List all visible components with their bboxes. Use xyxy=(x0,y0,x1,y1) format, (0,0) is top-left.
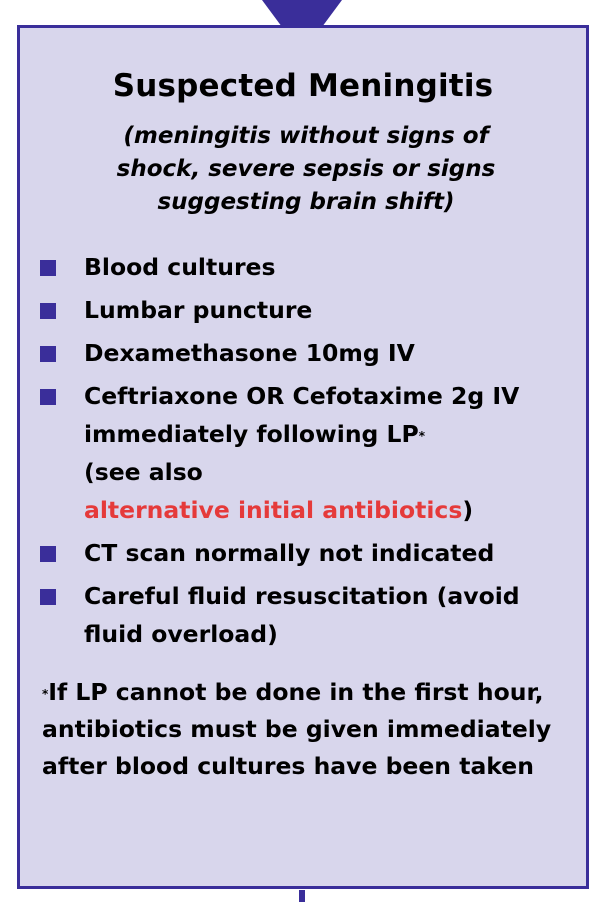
footnote-text: If LP cannot be done in the first hour, antibiotics must be given immediately after blood cultures have been taken xyxy=(42,678,552,780)
box-title: Suspected Meningitis xyxy=(112,68,494,104)
square-bullet-icon xyxy=(40,303,56,319)
list-item-text: Blood cultures xyxy=(84,253,276,281)
alternative-antibiotics-link[interactable]: alternative initial antibiotics xyxy=(84,496,463,524)
list-item-ceftriaxone xyxy=(40,377,580,529)
suspected-meningitis-box xyxy=(17,25,589,889)
square-bullet-icon xyxy=(40,546,56,562)
outgoing-connector xyxy=(299,890,305,902)
footnote-marker: * xyxy=(42,687,49,701)
square-bullet-icon xyxy=(40,589,56,605)
list-item-text: Careful fluid resuscitation (avoid fluid overload) xyxy=(84,582,520,648)
square-bullet-icon xyxy=(40,389,56,405)
list-item-text: Lumbar puncture xyxy=(84,296,313,324)
list-item-text: Ceftriaxone OR Cefotaxime 2g IV immediately following LP xyxy=(84,382,520,448)
see-also-prefix: (see also xyxy=(84,458,203,486)
list-item-lumbar-puncture xyxy=(40,291,580,329)
list-item-text: Dexamethasone 10mg IV xyxy=(84,339,415,367)
list-item-fluid-resuscitation xyxy=(40,577,580,653)
footnote-marker: * xyxy=(418,429,426,443)
list-item-text: CT scan normally not indicated xyxy=(84,539,495,567)
box-subtitle: (meningitis without signs of shock, severe sepsis or signs suggesting brain shift) xyxy=(116,123,496,215)
list-item-blood-cultures xyxy=(40,248,580,286)
footnote xyxy=(42,674,562,785)
list-item-ct-scan xyxy=(40,534,580,572)
management-list xyxy=(40,248,580,658)
list-item-dexamethasone xyxy=(40,334,580,372)
square-bullet-icon xyxy=(40,260,56,276)
see-also-suffix: ) xyxy=(462,496,474,524)
square-bullet-icon xyxy=(40,346,56,362)
